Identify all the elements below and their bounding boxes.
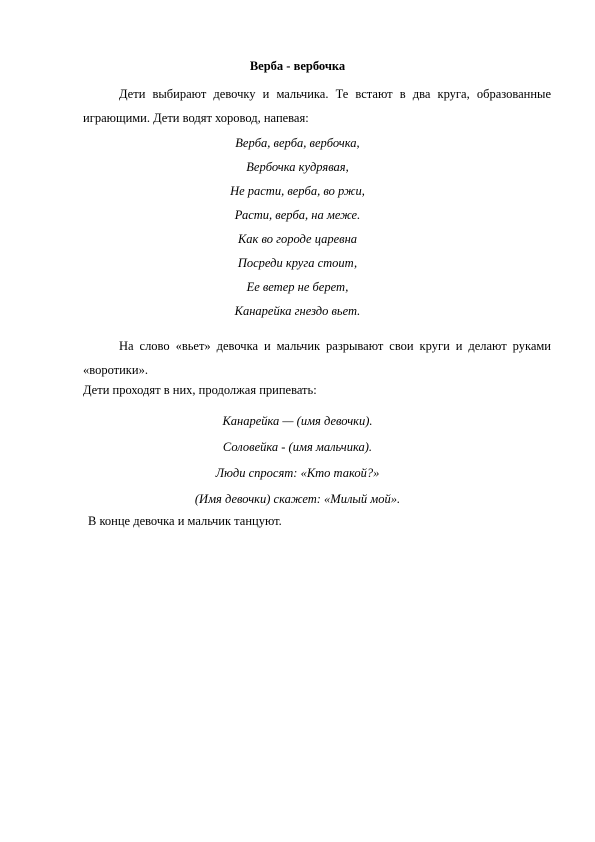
song-verse-1 xyxy=(0,131,595,323)
song-verse-2 xyxy=(0,408,595,512)
verse-line: Верба, верба, вербочка, xyxy=(235,136,360,150)
verse-line: Посреди круга стоит, xyxy=(237,256,358,270)
verse-line: Расти, верба, на меже. xyxy=(234,208,361,222)
document-title: Верба - вербочка xyxy=(249,59,346,73)
verse-line: Канарейка гнездо вьет. xyxy=(234,304,361,318)
continue-paragraph: Дети проходят в них, продолжая припевать: xyxy=(83,383,317,397)
verse-line: Люди спросят: «Кто такой?» xyxy=(215,466,380,480)
verse-line: Канарейка — (имя девочки). xyxy=(222,414,373,428)
verse-line: Соловейка - (имя мальчика). xyxy=(222,440,373,454)
verse-line: Ее ветер не берет, xyxy=(246,280,349,294)
verse-line: (Имя девочки) скажет: «Милый мой». xyxy=(194,492,401,506)
intro-paragraph: Дети выбирают девочку и мальчика. Те встают в два круга, образованные играющими. Дети водят хоровод, напевая: xyxy=(83,87,551,125)
verse-line: Как во городе царевна xyxy=(237,232,358,246)
ending-paragraph: В конце девочка и мальчик танцуют. xyxy=(88,514,282,528)
verse-line: Не расти, верба, во ржи, xyxy=(230,184,365,198)
middle-paragraph: На слово «вьет» девочка и мальчик разрывают свои круги и делают руками «воротики». xyxy=(83,339,551,377)
verse-line: Вербочка кудрявая, xyxy=(246,160,349,174)
